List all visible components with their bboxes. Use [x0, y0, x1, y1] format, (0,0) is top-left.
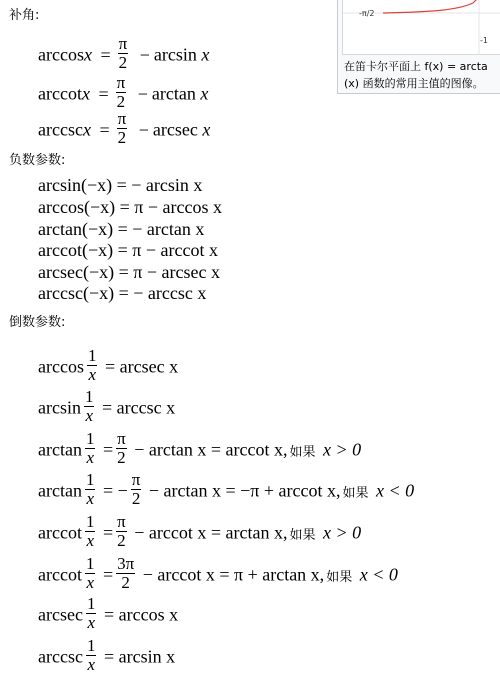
- equation-reciprocal-4: arctan $\frac{1}{x}$ = − $\frac{\pi}{2}$ − arctan x = −π + arccot x, 如果 x < 0: [38, 470, 415, 508]
- arctan-curve-graphic: [343, 0, 500, 55]
- section-heading-negative: 负数参数:: [9, 153, 66, 168]
- equation-reciprocal-2: arcsin $\frac{1}{x}$ = arccsc x: [38, 387, 176, 425]
- section-heading-reciprocal: 倒数参数:: [9, 315, 66, 330]
- equation-complement-2: arccotx = $\frac{\pi}{2}$ − arctan x: [38, 73, 209, 111]
- tick-label-right: -1: [480, 36, 488, 45]
- equation-negative-1: arcsin(−x) = − arcsin x: [38, 175, 203, 195]
- equation-reciprocal-1: arccos $\frac{1}{x}$ = arcsec x: [38, 346, 179, 384]
- section-heading-complement: 补角:: [9, 8, 40, 23]
- thumbnail-plot: [342, 0, 500, 55]
- equation-reciprocal-3: arctan $\frac{1}{x}$ = $\frac{\pi}{2}$ − arctan x = arccot x, 如果 x > 0: [38, 429, 362, 467]
- equation-negative-3: arctan(−x) = − arctan x: [38, 219, 205, 239]
- equation-complement-3: arccscx = $\frac{\pi}{2}$ − arcsec x: [38, 109, 211, 147]
- caption-line-2: (x) 函数的常用主值的图像。: [344, 77, 484, 90]
- equation-reciprocal-7: arcsec $\frac{1}{x}$ = arccos x: [38, 594, 179, 632]
- equation-reciprocal-8: arccsc $\frac{1}{x}$ = arcsin x: [38, 636, 176, 674]
- equation-complement-1: arccosx = $\frac{\pi}{2}$ − arcsin x: [38, 34, 210, 72]
- equation-negative-4: arccot(−x) = π − arccot x: [38, 240, 218, 260]
- equation-reciprocal-5: arccot $\frac{1}{x}$ = $\frac{\pi}{2}$ − arccot x = arctan x, 如果 x > 0: [38, 512, 362, 550]
- equation-negative-6: arccsc(−x) = − arccsc x: [38, 283, 207, 303]
- thumbnail-caption: [344, 58, 500, 92]
- equation-negative-2: arccos(−x) = π − arccos x: [38, 197, 222, 217]
- tick-label-left: -π/2: [359, 9, 375, 18]
- caption-line-1: 在笛卡尔平面上 f(x) = arcta: [344, 60, 488, 73]
- thumbnail-figure[interactable]: [337, 0, 500, 94]
- equation-reciprocal-6: arccot $\frac{1}{x}$ = $\frac{3\pi}{2}$ − arccot x = π + arctan x, 如果 x < 0: [38, 554, 398, 592]
- equation-negative-5: arcsec(−x) = π − arcsec x: [38, 262, 220, 282]
